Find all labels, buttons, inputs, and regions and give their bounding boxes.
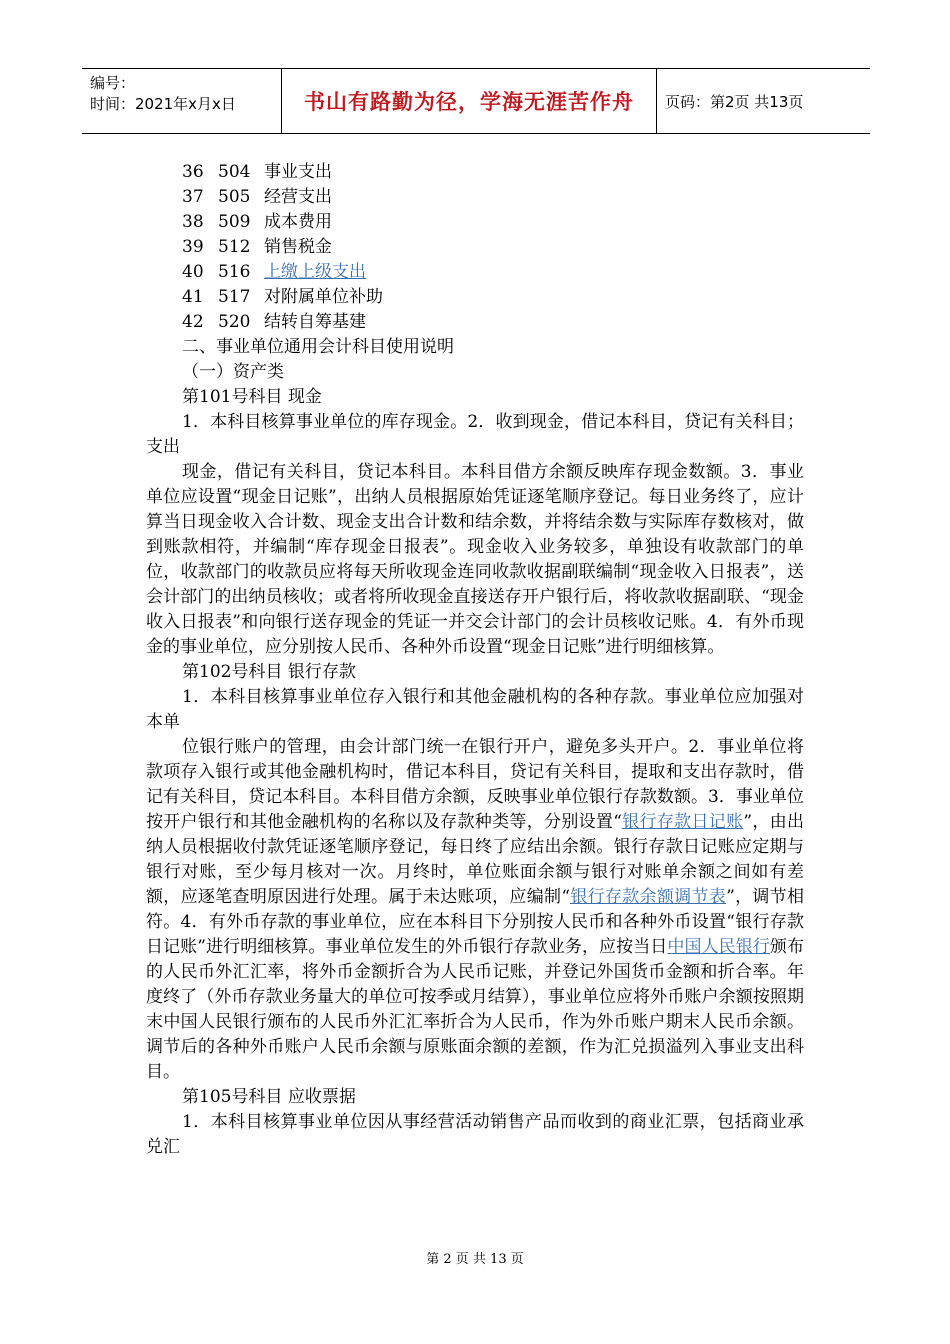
item-number: 40 <box>182 262 204 282</box>
item-name: 结转自筹基建 <box>264 312 366 332</box>
account-102-paragraph-1: 1．本科目核算事业单位存入银行和其他金融机构的各种存款。事业单位应加强对本单 <box>146 687 804 732</box>
text-segment: 颁布的人民币外汇汇率，将外币金额折合为人民币记账，并登记外国货币金额和折合率。年度终了（外币存款业务量大的单位可按季或月结算），事业单位应将外币账户余额按照期末中国人民银行颁布的人民币外汇汇率折合为人民币，作为外币账户期末人民币余额。调节后的各种外币账户人民币余额与原账面余额的差额，作为汇兑损溢列入事业支出科目。 <box>146 937 805 1082</box>
item-number: 42 <box>182 312 204 332</box>
list-item <box>146 285 804 310</box>
document-body <box>146 160 804 1160</box>
account-list <box>146 160 804 335</box>
section-title: 二、事业单位通用会计科目使用说明 <box>182 337 454 357</box>
list-item <box>146 160 804 185</box>
item-number: 39 <box>182 237 204 257</box>
account-102-paragraph-2 <box>146 735 804 1085</box>
item-code: 516 <box>218 262 251 282</box>
item-code: 509 <box>218 212 251 232</box>
subsection-title: （一）资产类 <box>182 362 284 382</box>
item-number: 36 <box>182 162 204 182</box>
account-102-title: 第102号科目 银行存款 <box>182 662 356 682</box>
account-101-paragraph-1: 1．本科目核算事业单位的库存现金。2．收到现金，借记本科目，贷记有关科目；支出 <box>146 412 804 457</box>
item-name: 对附属单位补助 <box>264 287 383 307</box>
list-item <box>146 235 804 260</box>
item-number: 38 <box>182 212 204 232</box>
item-code: 504 <box>218 162 251 182</box>
list-item <box>146 185 804 210</box>
item-name-link[interactable]: 上缴上级支出 <box>264 262 366 282</box>
item-code: 517 <box>218 287 251 307</box>
item-code: 512 <box>218 237 251 257</box>
account-101-paragraph-2: 现金，借记有关科目，贷记本科目。本科目借方余额反映库存现金数额。3．事业单位应设置“现金日记账”，出纳人员根据原始凭证逐笔顺序登记。每日业务终了，应计算当日现金收入合计数、现金支出合计数和结余数，并将结余数与实际库存数核对，做到账款相符，并编制“库存现金日报表”。现金收入业务较多，单独设有收款部门的单位，收款部门的收款员应将每天所收现金连同收款收据副联编制“现金收入日报表”，送会计部门的出纳员核收；或者将所收现金直接送存开户银行后，将收款收据副联、“现金收入日报表”和向银行送存现金的凭证一并交会计部门的会计员核收记账。4．有外币现金的事业单位，应分别按人民币、各种外币设置“现金日记账”进行明细核算。 <box>146 462 804 657</box>
item-number: 37 <box>182 187 204 207</box>
page-header <box>82 68 870 134</box>
link-bank-deposit-journal[interactable]: 银行存款日记账 <box>621 812 744 832</box>
list-item <box>146 210 804 235</box>
document-time-label: 时间：2021年x月x日 <box>90 95 236 113</box>
list-item <box>146 260 804 285</box>
header-motto: 书山有路勤为径，学海无涯苦作舟 <box>282 69 657 133</box>
text-segment: ”，调节相符。4．有外币存款的事业单位，应在本科目下分别按人民币和各种外币设置“银行存款日记账”进行明细核算。事业单位发生的外币银行存款业务，应按当日 <box>146 887 804 957</box>
header-meta <box>82 69 282 133</box>
item-name: 销售税金 <box>264 237 332 257</box>
list-item <box>146 310 804 335</box>
text-segment: 位银行账户的管理，由会计部门统一在银行开户，避免多头开户。2．事业单位将款项存入银行或其他金融机构时，借记本科目，贷记有关科目，提取和支出存款时，借记有关科目，贷记本科目。本科目借方余额，反映事业单位银行存款数额。3．事业单位按开户银行和其他金融机构的名称以及存款种类等，分别设置“ <box>146 737 804 832</box>
item-code: 520 <box>218 312 251 332</box>
item-name: 事业支出 <box>264 162 332 182</box>
account-105-paragraph-1: 1．本科目核算事业单位因从事经营活动销售产品而收到的商业汇票，包括商业承兑汇 <box>146 1112 804 1157</box>
link-peoples-bank-of-china[interactable]: 中国人民银行 <box>667 937 770 957</box>
header-page-info: 页码：第2页 共13页 <box>665 92 804 111</box>
text-segment: ”，由出纳人员根据收付款凭证逐笔顺序登记，每日终了应结出余额。银行存款日记账应定期与银行对账，至少每月核对一次。月终时，单位账面余额与银行对账单余额之间如有差额，应逐笔查明原因进行处理。属于未达账项，应编制“ <box>146 812 804 907</box>
item-code: 505 <box>218 187 251 207</box>
page-footer: 第 2 页 共 13 页 <box>426 1252 524 1267</box>
item-name: 成本费用 <box>264 212 332 232</box>
link-bank-reconciliation-statement[interactable]: 银行存款余额调节表 <box>570 887 727 907</box>
item-number: 41 <box>182 287 204 307</box>
account-101-title: 第101号科目 现金 <box>182 387 322 407</box>
account-105-title: 第105号科目 应收票据 <box>182 1087 356 1107</box>
document-number-label: 编号： <box>90 74 136 92</box>
item-name: 经营支出 <box>264 187 332 207</box>
